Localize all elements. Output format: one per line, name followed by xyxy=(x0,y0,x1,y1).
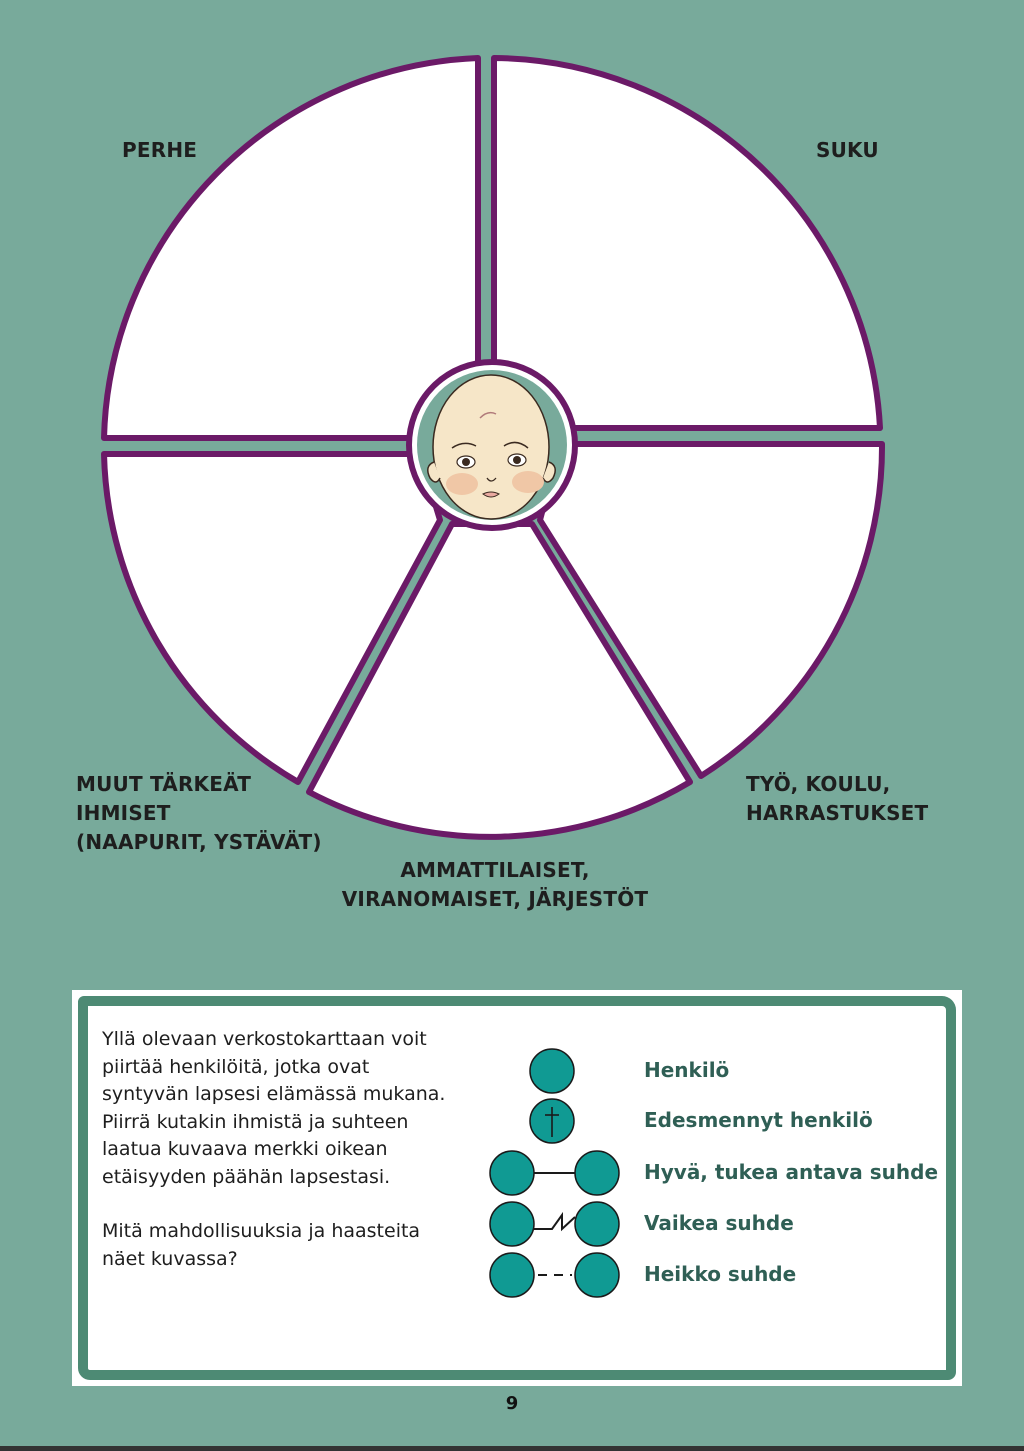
symbol-legend xyxy=(482,1036,952,1326)
legend-label: Henkilö xyxy=(644,1058,730,1082)
segment-label-line: (NAAPURIT, YSTÄVÄT) xyxy=(76,830,322,854)
segment-label-line: TYÖ, KOULU, xyxy=(746,772,891,796)
legend-item-person xyxy=(482,1046,952,1096)
baby-face-avatar xyxy=(409,362,575,528)
legend-item-difficult-relationship xyxy=(482,1199,952,1249)
segment-label-suku xyxy=(816,136,879,165)
segment-label-line: AMMATTILAISET, xyxy=(400,858,590,882)
dashed-line-connection-icon xyxy=(482,1250,622,1300)
deceased-person-cross-icon xyxy=(482,1096,622,1146)
zigzag-line-connection-icon xyxy=(482,1199,622,1249)
solid-line-connection-icon xyxy=(482,1148,622,1198)
instructions-text xyxy=(102,1026,457,1273)
segment-label-tyo-koulu-harrastukset xyxy=(746,770,928,828)
legend-label: Edesmennyt henkilö xyxy=(644,1108,873,1132)
segment-label-line: SUKU xyxy=(816,138,879,162)
segment-label-muut-tarkeat-ihmiset xyxy=(76,770,322,857)
bottom-border xyxy=(0,1446,1024,1451)
segment-label-line: PERHE xyxy=(122,138,198,162)
segment-label-line: VIRANOMAISET, JÄRJESTÖT xyxy=(341,887,649,911)
legend-label: Vaikea suhde xyxy=(644,1211,794,1235)
segment-label-line: IHMISET xyxy=(76,801,171,825)
instructions-paragraph: Yllä olevaan verkostokarttaan voit piirtää henkilöitä, jotka ovat syntyvän lapsesi elämässä mukana. Piirrä kutakin ihmistä ja suhteen laatua kuvaava merkki oikean etäisyyden päähän lapsestasi. xyxy=(102,1028,446,1188)
segment-perhe[interactable] xyxy=(104,58,478,438)
segment-label-line: HARRASTUKSET xyxy=(746,801,929,825)
legend-item-deceased xyxy=(482,1096,952,1146)
segment-label-perhe xyxy=(122,136,197,165)
page-number: 9 xyxy=(505,1393,519,1414)
segment-label-ammattilaiset xyxy=(300,856,690,914)
instructions-legend-box xyxy=(72,990,962,1386)
legend-label: Heikko suhde xyxy=(644,1262,797,1286)
legend-item-weak-relationship xyxy=(482,1250,952,1300)
segment-label-line: MUUT TÄRKEÄT xyxy=(76,772,252,796)
person-circle-icon xyxy=(482,1046,622,1096)
legend-item-good-relationship xyxy=(482,1148,952,1198)
segment-suku[interactable] xyxy=(494,58,880,428)
legend-label: Hyvä, tukea antava suhde xyxy=(644,1160,939,1184)
instructions-question: Mitä mahdollisuuksia ja haasteita näet kuvassa? xyxy=(102,1220,421,1270)
